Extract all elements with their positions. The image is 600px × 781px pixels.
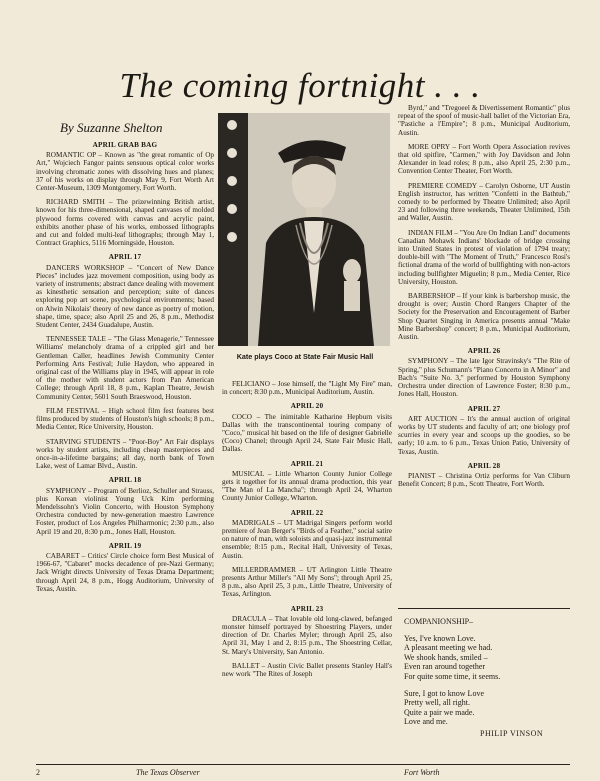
listing-entry: Byrd," and "Tregoeel & Divertissement Romantic" plus repeat of the spoof of music-hall ballet of the Victorian Era, "Pastiche a l'Empire"; 8 p.m., Municipal Auditorium, Austin. (398, 104, 570, 137)
page-number: 2 (36, 768, 40, 777)
listing-entry: MADRIGALS – UT Madrigal Singers perform world premiere of Jean Berger's "Birds of a Feather," social satire on nature of man, with soloists and quasi-jazz instrumental ensemble; 8:15 p.m., Recital Hall, University of Texas, Austin. (222, 518, 392, 560)
listing-entry: RICHARD SMITH – The prizewinning British artist, known for his three-dimensional, shaped canvases of molded plywood forms covered with canvas and acrylic paint, exhibits another phase of his works, embossed lithographs and cut and folded multi-leaf lithographs; through May 1, Contract Graphics, 5116 Morningside, Houston. (36, 198, 214, 248)
poem-author: PHILIP VINSON (480, 729, 544, 738)
date-heading: APRIL 28 (467, 461, 501, 470)
poem-line: Love and me. (404, 717, 448, 727)
date-heading: APRIL 26 (467, 347, 501, 356)
date-heading: APRIL 19 (108, 541, 142, 550)
listing-entry: INDIAN FILM – "You Are On Indian Land" documents Canadian Mohawk Indians' blockade of bridge crossing into United States in protest of violation of 1794 treaty; double-bill with "The Moment of Truth," Francesco Rosi's fictional drama of the world of bullfighting with non-actors including bullfighter Miguelin; 8 p.m., Media Center, Rice University, Houston. (398, 228, 570, 286)
date-heading: APRIL 17 (108, 253, 142, 262)
listing-entry: MUSICAL – Little Wharton County Junior College gets it together for its annual drama production, this year "The Man of La Mancha"; through April 24, Wharton County Junior College, Wharton. (222, 469, 392, 503)
listing-entry: FILM FESTIVAL – High school film fest features best films produced by students of Houston's high schools; 8 p.m., Media Center, Rice University, Houston. (36, 406, 214, 432)
listing-entry: SYMPHONY – The late Igor Stravinsky's "The Rite of Spring," plus Schumann's "Piano Concerto in A Minor" and Bach's "Suite No. 3," performed by Houston Symphony Orchestra under direction of Lawrence Foster; 8:30 p.m., Jones Hall, Houston. (398, 357, 570, 399)
poem-title: COMPANIONSHIP– (404, 617, 474, 626)
listing-entry: PREMIERE COMEDY – Carolyn Osborne, UT Austin English instructor, has written "Confetti in the Bathtub," comedy to be performed by Theatre Unlimited; also April 23 and following three weekends, Theater Unlimited, 15th and Waller, Austin. (398, 181, 570, 223)
photo-caption: Kate plays Coco at State Fair Music Hall (236, 352, 374, 361)
byline: By Suzanne Shelton (60, 120, 163, 135)
listing-entry: SYMPHONY – Program of Berlioz, Schuller and Strauss, plus Korean violinist Young Uck Kim performing Mendelssohn's Violin Concerto, with Houston Symphony Orchestra conducted by new-generation maestro Lawrence Foster, product of Los Angeles Philharmonic; 2:30 p.m., also April 19 and 20, 8:30 p.m., Jones Hall, Houston. (36, 486, 214, 536)
page-title: The coming fortnight . . . (119, 66, 481, 105)
listing-entry: PIANIST – Christina Ortiz performs for Van Cliburn Benefit Concert; 8 p.m., Scott Theatre, Fort Worth. (398, 471, 570, 489)
date-heading: APRIL GRAB BAG (92, 141, 158, 149)
poem-line: We shook hands, smiled – (404, 652, 488, 662)
listing-entry: MORE OPRY – Fort Worth Opera Association revives that old spitfire, "Carmen," with Joy Davidson and John Alexander in lead roles; 8 p.m., also April 25, 2:30 p.m., Convention Center Theater, Fort Worth. (398, 142, 570, 176)
poem-line: Even ran around together (404, 662, 486, 672)
date-heading: APRIL 23 (290, 604, 324, 613)
listing-entry: FELICIANO – Jose himself, the "Light My Fire" man, in concert; 8:30 p.m., Municipal Auditorium, Austin. (222, 380, 392, 397)
photo-coco (218, 113, 390, 346)
poem-divider (398, 608, 570, 609)
listing-entry: TENNESSEE TALE – "The Glass Menagerie," Tennessee Williams' melancholy drama of a crippled girl and her Gentleman Caller, headlines Jewish Community Center Performing Arts Festival; Julie Haydon, who appeared in original cast of the Williams play in 1945, will appear in role of the mother with student actors from Pan American College; through April 18, 8 p.m., Kaplan Theatre, Jewish Community Center, 5601 South Braeswood, Houston. (36, 335, 214, 401)
poem-line: A pleasant meeting we had. (404, 643, 493, 653)
publication-name: The Texas Observer (136, 768, 200, 777)
date-heading: APRIL 18 (108, 476, 142, 485)
column-right (398, 104, 570, 494)
poem-line: For quite some time, it seems. (404, 671, 501, 681)
listing-entry: CABARET – Critics' Circle choice form Best Musical of 1966-67, "Cabaret" mocks decadence of pre-Nazi Germany; Jack Wright directs University of Texas Drama Department; through April 24, 8 p.m., Hogg Auditorium, University of Texas, Austin. (36, 551, 214, 593)
listing-entry: BARBERSHOP – If your kink is barbershop music, the drought is over; Austin Chord Rangers Chapter of the Society for the Preservation and Encouragement of Barber Shop Quartet Singing in America presents annual "Make Mine Barbershop" concert; 8 p.m., Municipal Auditorium, Austin. (398, 292, 570, 342)
poem-line: Quite a pair we made. (404, 707, 475, 717)
listing-entry: COCO – The inimitable Katharine Hepburn visits Dallas with the transcontinental touring company of "Coco," musical hit based on the life of designer Gabrielle (Coco) Chanel; through April 24, State Fair Music Hall, Dallas. (222, 412, 392, 454)
listing-entry: STARVING STUDENTS – "Poor-Boy" Art Fair displays works by student artists, including cheap masterpieces and once-in-a-lifetime bargains; all day, north bank of Town Lake, west of Lamar Blvd., Austin. (36, 437, 214, 471)
listing-entry: DRACULA – That lovable old long-clawed, befanged monster himself portrayed by Shoestring Players, under direction of Dr. Charles Myler; through April 25, also April 31, May 1 and 2, 8:15 p.m., The Shoestring Cellar, St. Mary's University, San Antonio. (222, 614, 392, 656)
date-heading: APRIL 21 (290, 459, 324, 468)
poem-line: Sure, I got to know Love (404, 688, 484, 698)
column-middle (222, 380, 392, 684)
footer-rule (36, 764, 570, 765)
date-heading: APRIL 20 (290, 402, 324, 411)
date-heading: APRIL 22 (290, 508, 324, 517)
poem-stanza-1 (404, 634, 574, 682)
column-left (36, 138, 214, 599)
poem-place: Fort Worth (404, 768, 440, 777)
poem-line: Yes, I've known Love. (404, 633, 476, 643)
poem (404, 617, 574, 734)
poem-stanza-2 (404, 689, 574, 727)
listing-entry: DANCERS WORKSHOP – "Concert of New Dance Pieces" includes jazz movement composition, using body as variety of instruments; abstract dance dealing with movement as kinesthetic sensation and perception; suite of dances exploring pop art scene, psychological environments; based on Alwin Nikolais' theory of new dance as poetry of motion, shape, time, space; also April 25 and 26, 8 p.m., Methodist Student Center, 2434 Guadalupe, Austin. (36, 263, 214, 330)
poem-line: Pretty well, all right. (404, 698, 470, 708)
date-heading: APRIL 27 (467, 404, 501, 413)
listing-entry: ROMANTIC OP – Known as "the great romantic of Op Art," Wojciech Fangor paints sensuous optical color works involving chromatic zones with dissolving hues and planes; 37 of his works on display through May 9, Fort Worth Art Center-Museum, 1309 Montgomery, Fort Worth. (36, 151, 214, 193)
listing-entry: MILLERDRAMMER – UT Arlington Little Theatre presents Arthur Miller's "All My Sons"; through April 25, 8 p.m., also April 25, 3 p.m., Little Theatre, University of Texas, Arlington. (222, 565, 392, 599)
listing-entry: BALLET – Austin Civic Ballet presents Stanley Hall's new work "The Rites of Joseph (222, 661, 392, 679)
listing-entry: ART AUCTION – It's the annual auction of original works by UT students and faculty of art; one biology prof scurries in every year and scoops up the goodies, so be early; 10 a.m. to 6 p.m., Texas Union Patio, University of Texas, Austin. (398, 414, 570, 456)
